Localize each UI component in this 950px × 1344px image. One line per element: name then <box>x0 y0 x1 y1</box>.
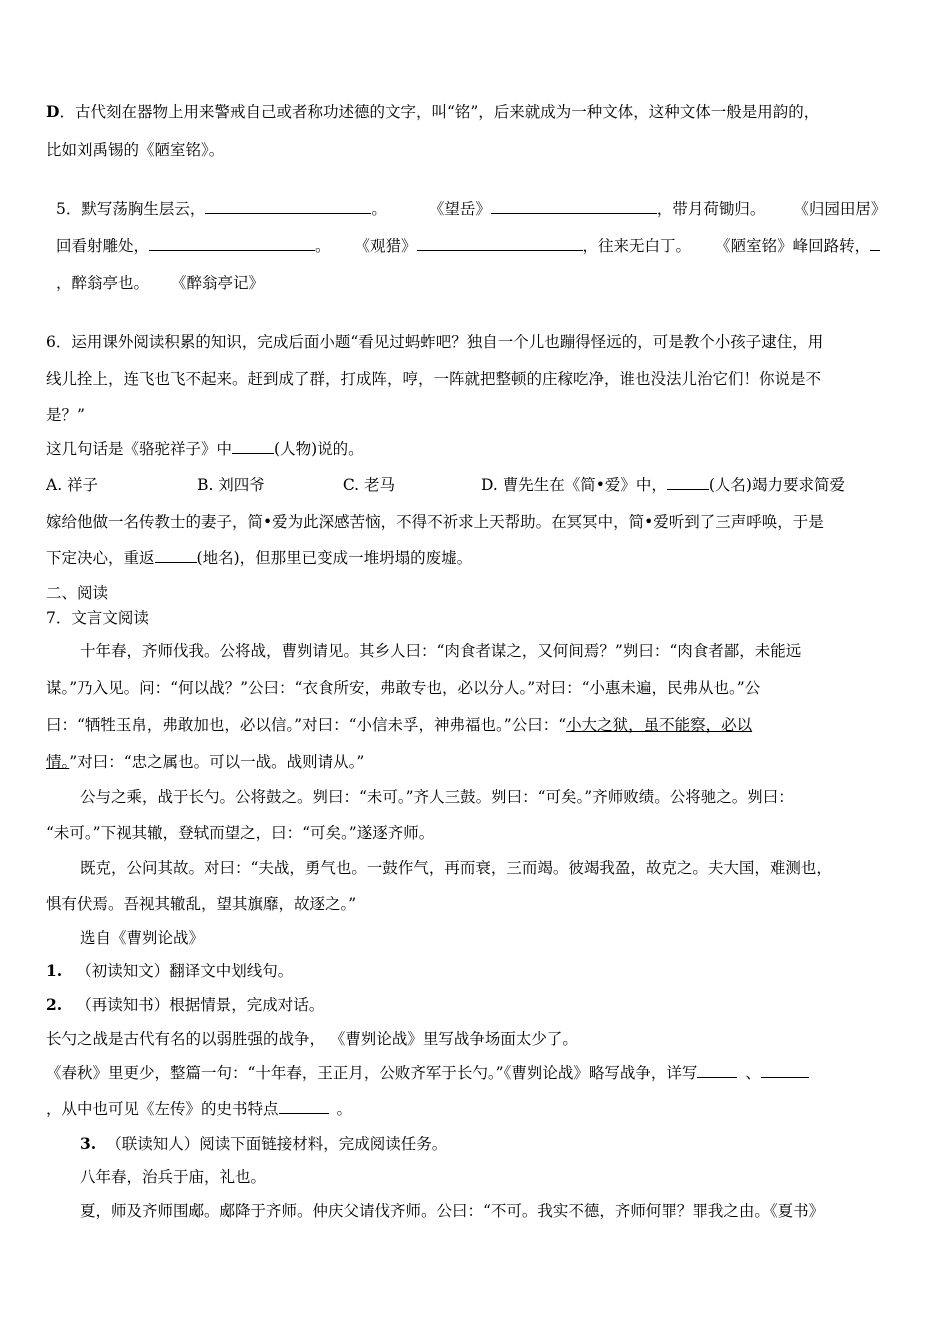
q5-blank-2[interactable] <box>491 199 657 214</box>
q5-text: ，醉翁亭也。 <box>56 274 150 292</box>
q7-blank-3[interactable] <box>279 1099 329 1114</box>
section-heading-reading: 二、阅读 <box>46 584 109 602</box>
q6-line3: 是？” <box>46 406 85 424</box>
sub-question-text: （初读知文）翻译文中划线句。 <box>76 962 294 980</box>
q6-option-a[interactable]: A. 祥子 <box>46 476 99 494</box>
q5-line2 <box>56 236 880 256</box>
q6-line4 <box>46 439 364 459</box>
q6-line1: 6．运用课外阅读积累的知识，完成后面小题“看见过蚂蚱吧？独自一个儿也蹦得怪远的，可是教个小孩子逮住，用 <box>46 333 824 351</box>
q5-text: 。 <box>315 237 331 255</box>
q6-option-b[interactable]: B. 刘四爷 <box>197 476 265 494</box>
underlined-sentence: 情。 <box>46 753 70 771</box>
option-d-text: ．古代刻在器物上用来警戒自己或者称功述德的文字，叫“铭”，后来就成为一种文体，这种文体一般是用韵的， <box>59 103 820 121</box>
q6-blank-name[interactable] <box>667 475 709 490</box>
q6-text: 这几句话是《骆驼祥子》中 <box>46 440 233 458</box>
q5-text: 。 <box>371 200 387 218</box>
q5-source: 《陋室铭》峰回路转， <box>715 237 871 255</box>
q7-sub1 <box>46 961 293 981</box>
q6-text: (地名)，但那里已变成一堆坍塌的废墟。 <box>196 549 473 567</box>
q5-line1 <box>56 199 886 219</box>
q5-source: 《望岳》 <box>428 200 491 218</box>
q7-blank-2[interactable] <box>761 1063 809 1078</box>
q6-text: 下定决心，重返 <box>46 549 155 567</box>
q5-text: 5．默写荡胸生层云， <box>56 200 206 218</box>
q6-blank-person[interactable] <box>232 439 274 454</box>
q5-blank-1[interactable] <box>205 199 371 214</box>
q5-blank-5[interactable] <box>870 236 880 251</box>
passage-text: 。 <box>336 1100 353 1118</box>
q6-text: (人名)竭力要求简爱 <box>708 476 845 494</box>
q7-blank-1[interactable] <box>697 1063 737 1078</box>
passage-text: 、 <box>745 1064 761 1082</box>
q5-source: 《归园田居》 <box>793 200 887 218</box>
sub-question-number: 3. <box>80 1134 97 1153</box>
q5-text: ，往来无白丁。 <box>582 237 692 255</box>
q7-sub2-line1: 长勺之战是古代有名的以弱胜强的战争， 《曹刿论战》里写战争场面太少了。 <box>46 1030 578 1048</box>
q7-sub2-line3 <box>46 1099 352 1119</box>
q6-option-d[interactable]: D. 曹先生在《简•爱》中， <box>480 476 667 494</box>
q5-blank-4[interactable] <box>417 236 583 251</box>
q7-passage-p3-line2: 惧有伏焉。吾视其辙乱，望其旗靡，故逐之。” <box>46 895 357 913</box>
passage-text: 《春秋》里更少，整篇一句：“十年春，王正月，公败齐军于长勺。”《曹刿论战》略写战争，详写 <box>46 1064 698 1082</box>
q6-options <box>46 475 845 495</box>
q5-text: 回看射雕处， <box>56 237 150 255</box>
passage-text: ”对曰：“忠之属也。可以一战。战则请从。” <box>69 753 365 771</box>
option-d-label: D <box>46 102 60 121</box>
q7-passage-p1-line4 <box>46 752 364 772</box>
q6-option-c[interactable]: C. 老马 <box>342 476 395 494</box>
sub-question-text: （再读知书）根据情景，完成对话。 <box>76 996 325 1014</box>
q6-line6: 嫁给他做一名传教士的妻子，简•爱为此深感苦恼，不得不祈求上天帮助。在冥冥中，简•爱听到了三声呼唤，于是 <box>46 513 824 531</box>
q7-passage-p1-line1: 十年春，齐师伐我。公将战，曹刿请见。其乡人曰：“肉食者谋之，又何间焉？”刿曰：“肉食者鄙，未能远 <box>80 642 802 660</box>
q5-line3 <box>56 273 264 293</box>
q7-passage-p3-line1: 既克，公问其故。对曰：“夫战，勇气也。一鼓作气，再而衰，三而竭。彼竭我盈，故克之。夫大国，难测也， <box>80 859 832 877</box>
q4-option-d-line2: 比如刘禹锡的《陋室铭》。 <box>46 141 225 159</box>
q7-passage-p1-line2: 谋。”乃入见。问：“何以战？”公曰：“衣食所安，弗敢专也，必以分人。”对曰：“小惠未遍，民弗从也。”公 <box>46 679 761 697</box>
q7-sub3 <box>80 1134 447 1154</box>
q6-text: (人物)说的。 <box>274 440 364 458</box>
underlined-sentence: 小大之狱，虽不能察，必以 <box>566 716 753 734</box>
q7-title: 7．文言文阅读 <box>46 609 149 627</box>
sub-question-number: 2. <box>46 995 63 1014</box>
q5-text: ，带月荷锄归。 <box>656 200 766 218</box>
q7-source: 选自《曹刿论战》 <box>80 929 205 947</box>
q6-line7 <box>46 548 472 568</box>
sub-question-text: （联读知人）阅读下面链接材料，完成阅读任务。 <box>106 1135 448 1153</box>
q7-sub2 <box>46 995 324 1015</box>
q7-passage-p1-line3 <box>46 715 752 735</box>
q6-line2: 线儿拴上，连飞也飞不起来。赶到成了群，打成阵，哼，一阵就把整顿的庄稼吃净，谁也没法儿治它们！你说是不 <box>46 370 822 388</box>
passage-text: 曰：“牺牲玉帛，弗敢加也，必以信。”对曰：“小信未孚，神弗福也。”公曰：“ <box>46 716 567 734</box>
passage-text: ，从中也可见《左传》的史书特点 <box>46 1100 279 1118</box>
q7-passage-p2-line2: “未可。”下视其辙，登轼而望之，曰：“可矣。”遂逐齐师。 <box>46 824 435 842</box>
sub-question-number: 1. <box>46 961 63 980</box>
q7-sub2-line2 <box>46 1063 809 1083</box>
q5-blank-3[interactable] <box>149 236 315 251</box>
q7-sub3-line1: 八年春，治兵于庙，礼也。 <box>80 1168 267 1186</box>
q5-source: 《观猎》 <box>354 237 417 255</box>
q4-option-d-line1 <box>46 102 819 122</box>
q7-passage-p2-line1: 公与之乘，战于长勺。公将鼓之。刿曰：“未可。”齐人三鼓。刿曰：“可矣。”齐师败绩。公将驰之。刿曰： <box>80 788 794 806</box>
q5-source: 《醉翁亭记》 <box>171 274 265 292</box>
q7-sub3-line2: 夏，师及齐师围郕。郕降于齐师。仲庆父请伐齐师。公曰：“不可。我实不德，齐师何罪？罪我之由。《夏书》 <box>80 1202 825 1220</box>
q6-blank-place[interactable] <box>155 548 197 563</box>
